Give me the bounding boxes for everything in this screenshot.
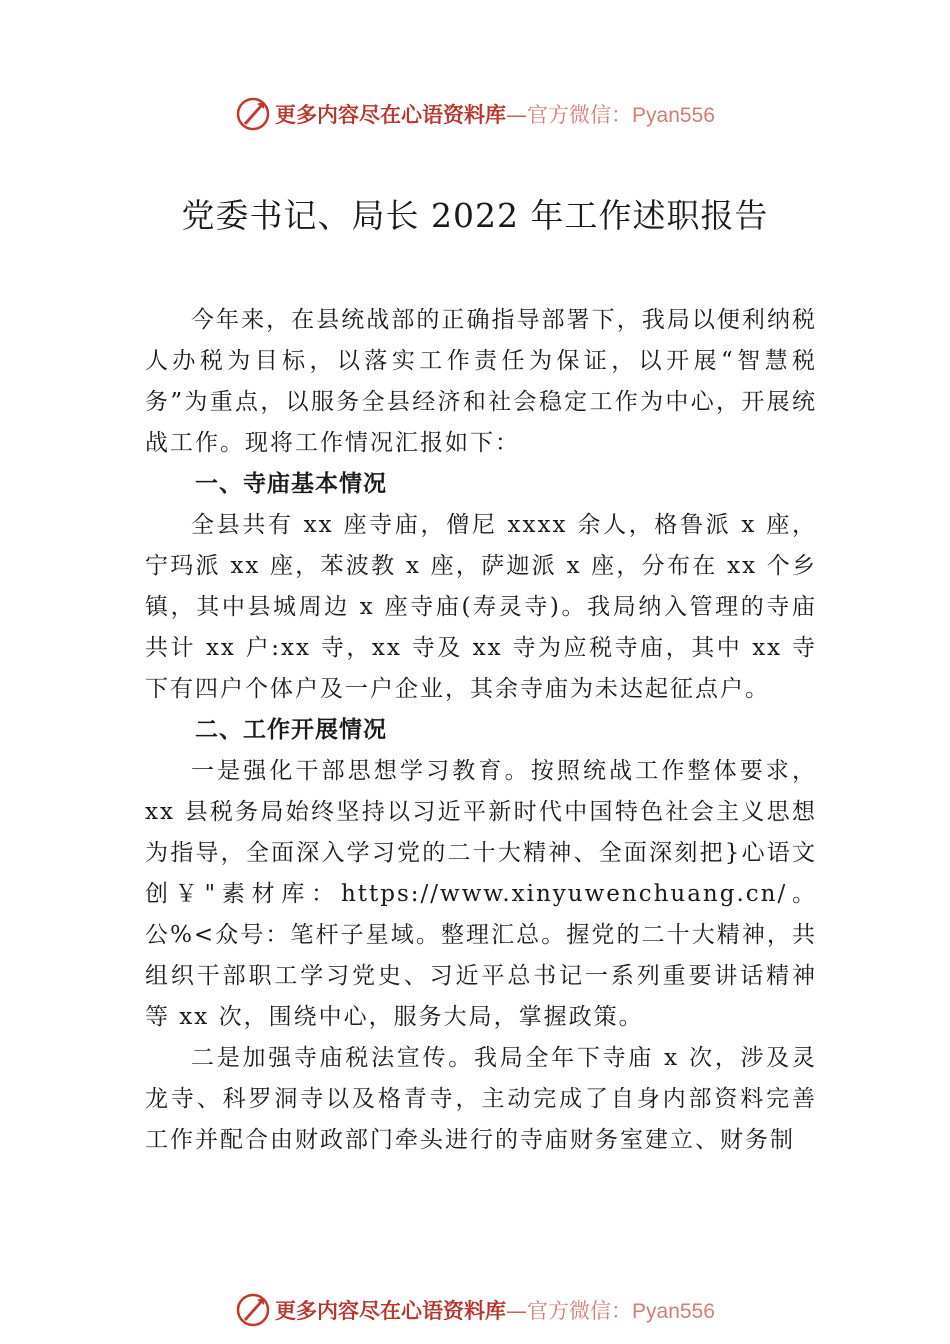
work-paragraph-2: 二是加强寺庙税法宣传。我局全年下寺庙 x 次，涉及灵龙寺、科罗洞寺以及格青寺，主动完成了自身内部资料完善工作并配合由财政部门牵头进行的寺庙财务室建立、财务制 xyxy=(145,1045,817,1153)
header-watermark-banner xyxy=(0,94,950,134)
quill-logo-icon xyxy=(235,96,271,132)
page-title: 党委书记、局长 2022 年工作述职报告 xyxy=(181,196,769,235)
temples-paragraph: 全县共有 xx 座寺庙，僧尼 xxxx 余人，格鲁派 x 座，宁玛派 xx 座，苯波教 x 座，萨迦派 x 座，分布在 xx 个乡镇，其中县城周边 x 座寺庙(寿灵寺)。我局纳入管理的寺庙共计 xx 户:xx 寺，xx 寺及 xx 寺为应税寺庙，其中 xx 寺下有四户个体户及一户企业，其余寺庙为未达起征点户。 xyxy=(145,512,817,702)
watermark-text: 更多内容尽在心语资料库—官方微信：Pyan556 xyxy=(275,103,715,127)
document-body xyxy=(145,300,817,1161)
quill-logo-icon xyxy=(235,1292,271,1328)
section-heading-temples: 一、寺庙基本情况 xyxy=(195,471,387,497)
footer-watermark-banner xyxy=(0,1290,950,1330)
intro-paragraph: 今年来，在县统战部的正确指导部署下，我局以便利纳税人办税为目标，以落实工作责任为保证，以开展“智慧税务”为重点，以服务全县经济和社会稳定工作为中心，开展统战工作。现将工作情况汇报如下： xyxy=(145,307,817,456)
section-heading-work: 二、工作开展情况 xyxy=(195,717,387,743)
watermark-text: 更多内容尽在心语资料库—官方微信：Pyan556 xyxy=(275,1299,715,1323)
work-paragraph-1: 一是强化干部思想学习教育。按照统战工作整体要求，xx 县税务局始终坚持以习近平新时代中国特色社会主义思想为指导，全面深入学习党的二十大精神、全面深刻把}心语文创￥"素材库：https://www.xinyuwenchuang.cn/。公%<众号：笔杆子星域。整理汇总。握党的二十大精神，共组织干部职工学习党史、习近平总书记一系列重要讲话精神等 xx 次，围绕中心，服务大局，掌握政策。 xyxy=(145,758,817,1030)
